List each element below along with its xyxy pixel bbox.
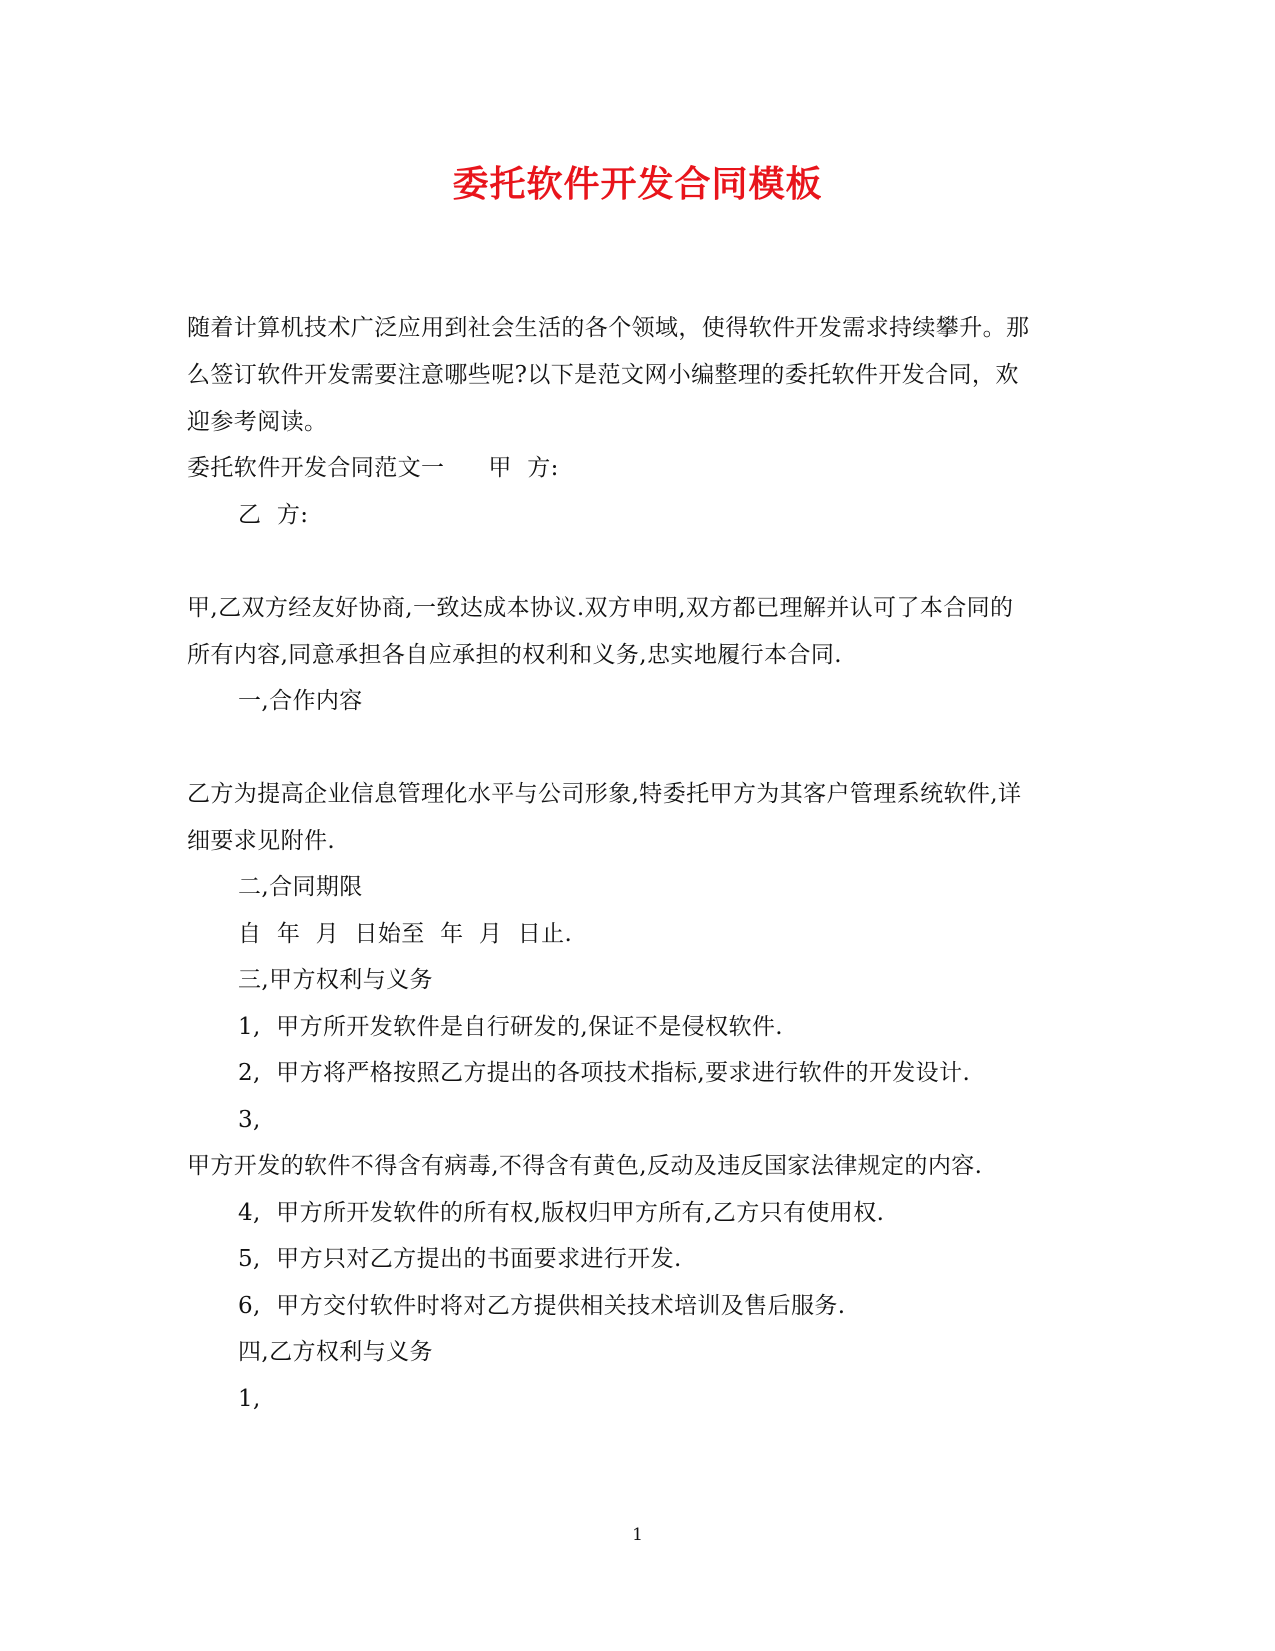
section2-heading: 二,合同期限 — [238, 874, 363, 900]
section1-line-2: 细要求见附件. — [187, 828, 336, 854]
preamble-line-2: 所有内容,同意承担各自应承担的权利和义务,忠实地履行本合同. — [187, 642, 842, 668]
section3-item-3-text: 甲方开发的软件不得含有病毒,不得含有黄色,反动及违反国家法律规定的内容. — [187, 1153, 983, 1179]
preamble-line-1: 甲,乙双方经友好协商,一致达成本协议.双方申明,双方都已理解并认可了本合同的 — [187, 595, 1014, 621]
section2-body: 自 年 月 日始至 年 月 日止. — [238, 921, 573, 947]
section3-item-4: 4, 甲方所开发软件的所有权,版权归甲方所有,乙方只有使用权. — [238, 1200, 885, 1226]
party-b-label: 乙 方: — [238, 502, 309, 528]
party-a-label: 甲 方: — [488, 455, 559, 481]
intro-line-2: 么签订软件开发需要注意哪些呢?以下是范文网小编整理的委托软件开发合同，欢 — [187, 362, 1019, 388]
section3-item-5: 5, 甲方只对乙方提出的书面要求进行开发. — [238, 1246, 682, 1272]
intro-line-1: 随着计算机技术广泛应用到社会生活的各个领域，使得软件开发需求持续攀升。那 — [187, 315, 1030, 341]
document-title: 委托软件开发合同模板 — [452, 163, 823, 205]
section3-item-6: 6, 甲方交付软件时将对乙方提供相关技术培训及售后服务. — [238, 1293, 846, 1319]
section3-item-1: 1, 甲方所开发软件是自行研发的,保证不是侵权软件. — [238, 1014, 783, 1040]
intro-line-3: 迎参考阅读。 — [187, 409, 328, 435]
section3-heading: 三,甲方权利与义务 — [238, 967, 433, 993]
section4-heading: 四,乙方权利与义务 — [238, 1339, 433, 1365]
sample-heading-row — [187, 457, 559, 480]
page-number: 1 — [632, 1525, 643, 1545]
section3-item-2: 2, 甲方将严格按照乙方提出的各项技术指标,要求进行软件的开发设计. — [238, 1060, 971, 1086]
section4-item-1-number: 1, — [238, 1386, 261, 1412]
sample-heading: 委托软件开发合同范文一 — [187, 455, 445, 481]
section1-heading: 一,合作内容 — [238, 688, 363, 714]
section3-item-3-number: 3, — [238, 1107, 261, 1133]
section1-line-1: 乙方为提高企业信息管理化水平与公司形象,特委托甲方为其客户管理系统软件,详 — [187, 781, 1022, 807]
